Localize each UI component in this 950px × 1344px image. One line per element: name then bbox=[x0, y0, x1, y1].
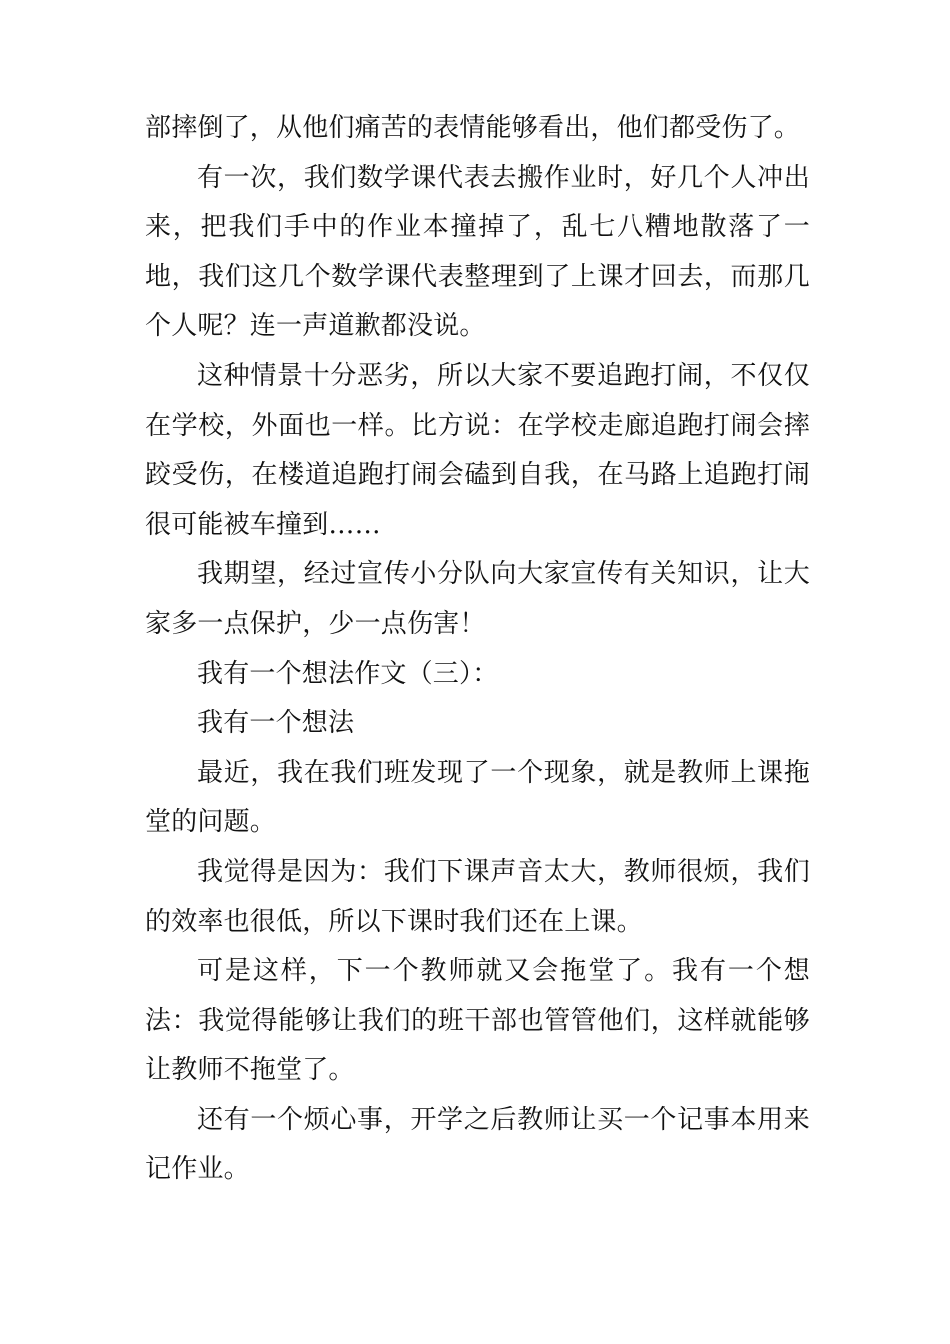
essay-title: 我有一个想法 bbox=[197, 708, 355, 739]
paragraph-7: 最近，我在我们班发现了一个现象，就是教师上课拖堂的问题。 bbox=[145, 757, 810, 838]
paragraph-3: 这种情景十分恶劣，所以大家不要追跑打闹，不仅仅在学校，外面也一样。比方说：在学校走廊追跑打闹会摔跤受伤，在楼道追跑打闹会磕到自我，在马路上追跑打闹很可能被车撞到…… bbox=[145, 360, 810, 540]
paragraph-8: 我觉得是因为：我们下课声音太大，教师很烦，我们的效率也很低，所以下课时我们还在上课。 bbox=[145, 856, 810, 937]
paragraph-1: 部摔倒了，从他们痛苦的表情能够看出，他们都受伤了。 bbox=[145, 113, 801, 143]
paragraph-9: 可是这样，下一个教师就又会拖堂了。我有一个想法：我觉得能够让我们的班干部也管管他们，这样就能够让教师不拖堂了。 bbox=[145, 956, 810, 1086]
essay-heading: 我有一个想法作文（三）： bbox=[197, 658, 499, 689]
paragraph-4: 我期望，经过宣传小分队向大家宣传有关知识，让大家多一点保护，少一点伤害！ bbox=[145, 559, 810, 639]
body-text bbox=[145, 104, 810, 1195]
paragraph-10: 还有一个烦心事，开学之后教师让买一个记事本用来记作业。 bbox=[145, 1104, 810, 1185]
paragraph-2: 有一次，我们数学课代表去搬作业时，好几个人冲出来，把我们手中的作业本撞掉了，乱七八糟地散落了一地，我们这几个数学课代表整理到了上课才回去，而那几个人呢？连一声道歉都没说。 bbox=[145, 162, 810, 342]
